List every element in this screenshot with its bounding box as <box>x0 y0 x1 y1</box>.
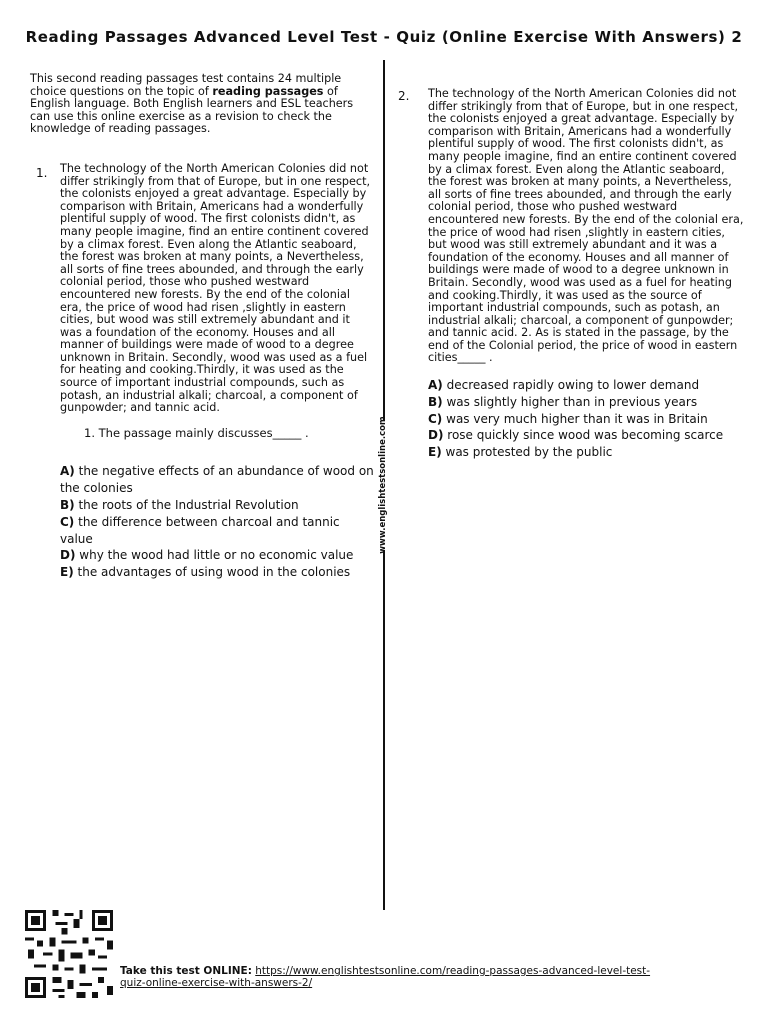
option-text: the difference between charcoal and tannic value <box>60 514 340 546</box>
option-text: was very much higher than it was in Britain <box>446 411 708 426</box>
option-text: the roots of the Industrial Revolution <box>78 498 299 513</box>
question-2 <box>398 88 744 461</box>
option-text: was slightly higher than in previous years <box>446 394 698 409</box>
option-letter: B) <box>60 498 75 513</box>
option-text: was protested by the public <box>445 445 613 460</box>
option-e[interactable] <box>428 444 744 461</box>
option-c[interactable] <box>60 514 374 548</box>
option-letter: D) <box>60 548 76 563</box>
option-text: the negative effects of an abundance of wood on the colonies <box>60 464 374 496</box>
option-e[interactable] <box>60 564 374 581</box>
question-1 <box>30 163 374 581</box>
intro-bold: reading passages <box>212 84 324 98</box>
option-c[interactable] <box>428 411 744 428</box>
option-a[interactable] <box>428 377 744 394</box>
answer-options <box>60 463 374 581</box>
intro-before: This second reading passages test contains 24 multiple choice questions on the topic of <box>30 72 342 98</box>
question-passage: The technology of the North American Colonies did not differ strikingly from that of Europe, but in one respect, the colonists enjoyed a great advantage. Especially by comparison with Britain, Americans had a wonderfully plentiful supply of wood. The first colonists didn't, as many people imagine, find an entire continent covered by a climax forest. Even along the Atlantic seaboard, the forest was broken at many points, a Nevertheless, all sorts of fine trees abounded, and through the early colonial period, those who pushed westward encountered new forests. By the end of the colonial era, the price of wood had risen ,slightly in eastern cities, but wood was still extremely abundant and it was a foundation of the economy. Houses and all manner of buildings were made of wood to a degree unknown in Britain. Secondly, wood was used as a fuel for heating and cooking.Thirdly, it was used as the source of important industrial compounds, such as potash, an industrial alkali; charcoal, a component of gunpowder; and tannic acid. <box>60 161 371 415</box>
option-letter: B) <box>428 394 443 409</box>
intro-after: of English language. Both English learners and ESL teachers can use this online exercise as a revision to check the knowledge of reading passages. <box>30 84 354 136</box>
question-prompt: 1. The passage mainly discusses_____ . <box>84 425 309 440</box>
option-d[interactable] <box>428 427 744 444</box>
page-title: Reading Passages Advanced Level Test - Quiz (Online Exercise With Answers) 2 <box>25 28 743 46</box>
intro-paragraph <box>30 73 374 136</box>
option-text: why the wood had little or no economic value <box>79 548 354 563</box>
option-letter: E) <box>428 445 442 460</box>
right-column <box>398 88 744 461</box>
footer-link-block <box>120 965 720 989</box>
option-letter: D) <box>428 428 444 443</box>
question-number: 1. <box>36 165 48 180</box>
option-letter: A) <box>428 378 443 393</box>
option-b[interactable] <box>428 394 744 411</box>
option-d[interactable] <box>60 547 374 564</box>
question-passage: The technology of the North American Colonies did not differ strikingly from that of Europe, but in one respect, the colonists enjoyed a great advantage. Especially by comparison with Britain, Americans had a wonderfully plentiful supply of wood. The first colonists didn't, as many people imagine, find an entire continent covered by a climax forest. Even along the Atlantic seaboard, the forest was broken at many points, a Nevertheless, all sorts of fine trees abounded, and through the early colonial period, those who pushed westward encountered new forests. By the end of the colonial era, the price of wood had risen ,slightly in eastern cities, but wood was still extremely abundant and it was a foundation of the economy. Houses and all manner of buildings were made of wood to a degree unknown in Britain. Secondly, wood was used as a fuel for heating and cooking.Thirdly, it was used as the source of important industrial compounds, such as potash, an industrial alkali; charcoal, a component of gunpowder; and tannic acid. 2. As is stated in the passage, by the end of the Colonial period, the price of wood in eastern cities_____ . <box>428 87 744 365</box>
url-line-1: https://www.englishtestsonline.com/reading-passages-advanced-level-test- <box>255 965 651 977</box>
qr-code-icon[interactable] <box>24 910 114 998</box>
option-text: the advantages of using wood in the colonies <box>77 565 351 580</box>
option-b[interactable] <box>60 497 374 514</box>
option-a[interactable] <box>60 463 374 497</box>
option-letter: C) <box>428 411 443 426</box>
url-line-2: quiz-online-exercise-with-answers-2/ <box>120 977 313 989</box>
footer-label: Take this test ONLINE: <box>120 965 252 977</box>
watermark-text: www.englishtestsonline.com <box>378 416 388 554</box>
option-letter: A) <box>60 464 75 479</box>
site-watermark <box>376 416 390 554</box>
option-text: decreased rapidly owing to lower demand <box>446 378 700 393</box>
option-text: rose quickly since wood was becoming scarce <box>447 428 724 443</box>
question-number: 2. <box>398 89 410 103</box>
option-letter: E) <box>60 565 74 580</box>
answer-options <box>428 377 744 461</box>
left-column <box>30 73 374 581</box>
option-letter: C) <box>60 514 75 529</box>
